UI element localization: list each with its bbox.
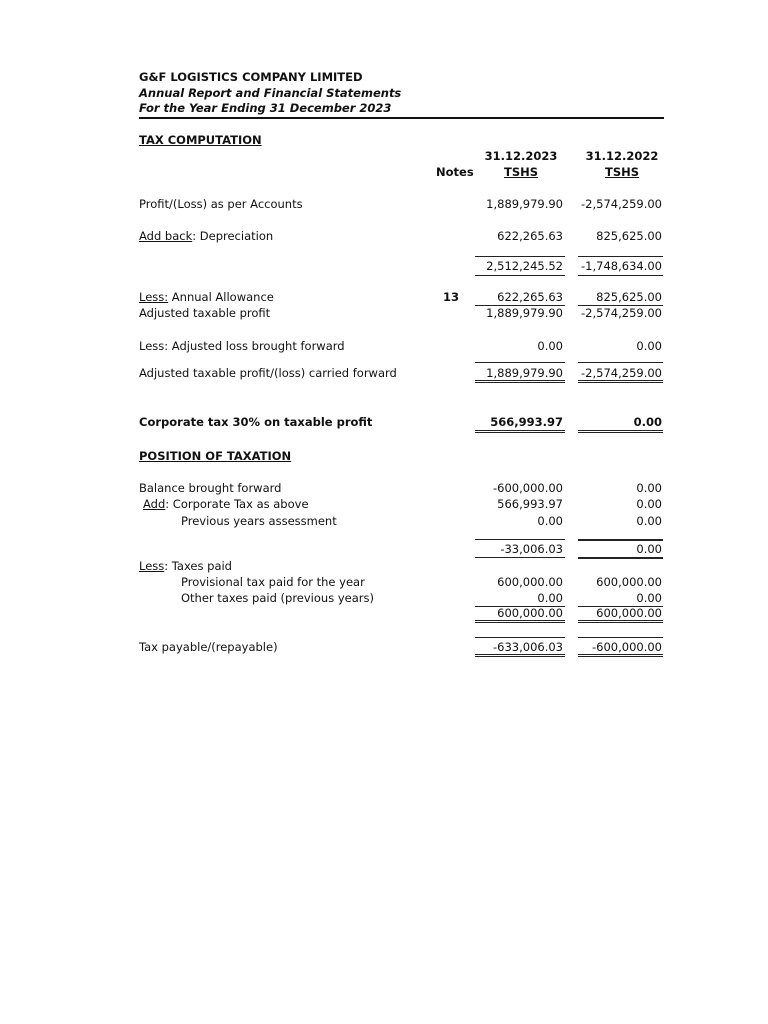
tax-computation-title: TAX COMPUTATION: [139, 133, 262, 147]
row-adjusted-2023: 1,889,979.90: [486, 306, 563, 320]
row-prev-assess-label: Previous years assessment: [181, 514, 337, 528]
row-loss-bf-2023: 0.00: [537, 339, 563, 353]
col2-unit: TSHS: [604, 165, 640, 179]
allowance-note: 13: [442, 290, 459, 304]
row-balance-bf-2023: -600,000.00: [493, 481, 563, 495]
carried-double-rule-2023: [475, 380, 565, 383]
paid-total-2022: 600,000.00: [596, 606, 662, 620]
col1-unit: TSHS: [503, 165, 539, 179]
position-subtotal-rule-2023: [475, 539, 565, 540]
subtotal1-underrule-2022: [578, 275, 663, 276]
carried-rule-2022: [578, 362, 663, 363]
row-corp-tax-2023: 566,993.97: [490, 415, 563, 429]
row-balance-bf-2022: 0.00: [636, 481, 662, 495]
col2-date: 31.12.2022: [585, 149, 659, 163]
corp-tax-double-rule-2022: [578, 430, 663, 433]
subtotal1-rule-2022: [578, 256, 663, 257]
paid-total-2023: 600,000.00: [497, 606, 563, 620]
row-prev-assess-2023: 0.00: [537, 514, 563, 528]
payable-rule-2023: [475, 637, 565, 638]
row-payable-2023: -633,006.03: [493, 640, 563, 654]
position-subtotal-underrule-2023: [475, 557, 565, 558]
row-carried-2023: 1,889,979.90: [486, 366, 563, 380]
position-title: POSITION OF TAXATION: [139, 449, 292, 463]
carried-double-rule-2022: [578, 380, 663, 383]
row-corp-tax-2022: 0.00: [633, 415, 662, 429]
row-provisional-2023: 600,000.00: [497, 575, 563, 589]
row-carried-label: Adjusted taxable profit/(loss) carried forward: [139, 366, 397, 380]
row-allowance-2022: 825,625.00: [596, 290, 662, 304]
row-adjusted-label: Adjusted taxable profit: [139, 306, 271, 320]
report-period: For the Year Ending 31 December 2023: [139, 101, 392, 115]
row-allowance-2023: 622,265.63: [497, 290, 563, 304]
position-subtotal-rule-2022: [578, 539, 663, 541]
row-loss-bf-2022: 0.00: [636, 339, 662, 353]
row-other-taxes-2023: 0.00: [537, 591, 563, 605]
carried-rule-2023: [475, 362, 565, 363]
row-allowance-label: [139, 290, 274, 304]
taxes-paid-text: : Taxes paid: [164, 559, 232, 573]
position-subtotal-2022: 0.00: [636, 542, 662, 556]
header-divider: [139, 117, 664, 119]
row-loss-bf-label: Less: Adjusted loss brought forward: [139, 339, 345, 353]
subtotal1-rule-2023: [475, 256, 565, 257]
paid-total-double-rule-2022: [578, 620, 663, 623]
row-depreciation-2023: 622,265.63: [497, 229, 563, 243]
depreciation-text: : Depreciation: [192, 229, 274, 243]
row-balance-bf-label: Balance brought forward: [139, 481, 282, 495]
row-provisional-2022: 600,000.00: [596, 575, 662, 589]
row-profit-2022: -2,574,259.00: [581, 197, 662, 211]
row-profit-label: Profit/(Loss) as per Accounts: [139, 197, 303, 211]
row-taxes-paid-label: [139, 559, 232, 573]
row-prev-assess-2022: 0.00: [636, 514, 662, 528]
notes-heading: Notes: [436, 165, 474, 179]
taxes-less-prefix: Less: [139, 559, 165, 573]
row-add-corp-2023: 566,993.97: [497, 497, 563, 511]
payable-double-rule-2022: [578, 654, 663, 657]
subtotal1-2022: -1,748,634.00: [581, 259, 662, 273]
add-corp-text: : Corporate Tax as above: [165, 497, 309, 511]
position-subtotal-underrule-2022: [578, 557, 663, 559]
allowance-text: Annual Allowance: [168, 290, 274, 304]
row-depreciation-label: [139, 229, 273, 243]
less-prefix: Less:: [139, 290, 169, 304]
col1-date: 31.12.2023: [484, 149, 558, 163]
row-add-corp-label: [143, 497, 309, 511]
paid-total-double-rule-2023: [475, 620, 565, 623]
company-name: G&F LOGISTICS COMPANY LIMITED: [139, 70, 363, 84]
row-profit-2023: 1,889,979.90: [486, 197, 563, 211]
subtotal1-2023: 2,512,245.52: [486, 259, 563, 273]
row-add-corp-2022: 0.00: [636, 497, 662, 511]
subtotal1-underrule-2023: [475, 275, 565, 276]
row-payable-2022: -600,000.00: [592, 640, 662, 654]
add-prefix: Add: [143, 497, 166, 511]
payable-double-rule-2023: [475, 654, 565, 657]
row-adjusted-2022: -2,574,259.00: [581, 306, 662, 320]
row-payable-label: Tax payable/(repayable): [139, 640, 278, 654]
position-subtotal-2023: -33,006.03: [500, 542, 563, 556]
add-back-prefix: Add back: [139, 229, 193, 243]
row-provisional-label: Provisional tax paid for the year: [181, 575, 365, 589]
row-other-taxes-2022: 0.00: [636, 591, 662, 605]
row-other-taxes-label: Other taxes paid (previous years): [181, 591, 374, 605]
row-depreciation-2022: 825,625.00: [596, 229, 662, 243]
payable-rule-2022: [578, 637, 663, 638]
row-carried-2022: -2,574,259.00: [581, 366, 662, 380]
corp-tax-double-rule-2023: [475, 430, 565, 433]
report-subtitle: Annual Report and Financial Statements: [139, 86, 402, 100]
row-corp-tax-label: Corporate tax 30% on taxable profit: [139, 415, 373, 429]
